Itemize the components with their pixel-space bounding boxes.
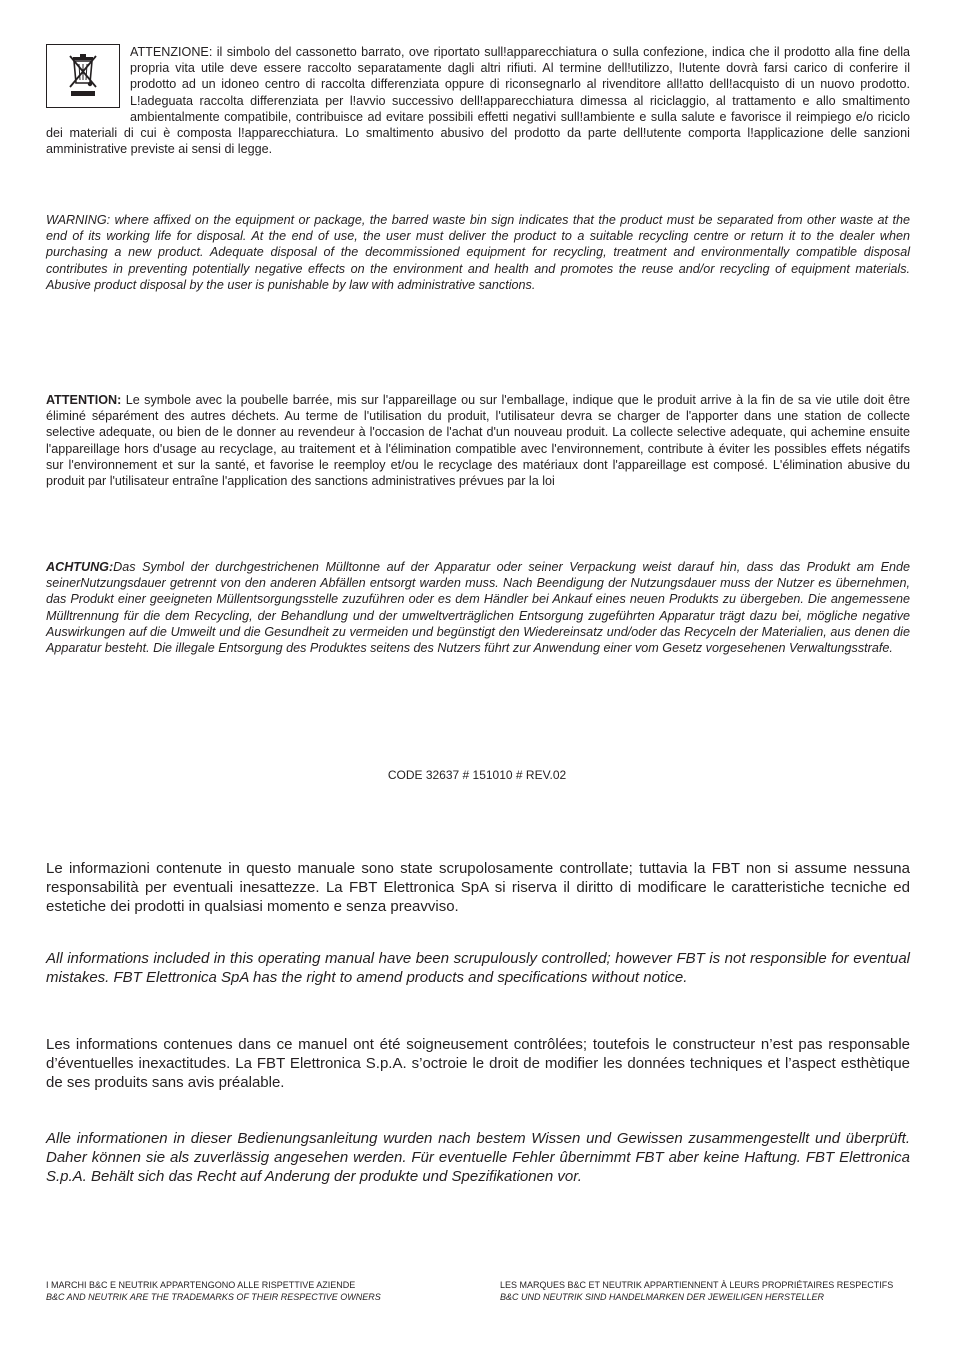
german-label: ACHTUNG: <box>46 560 114 574</box>
german-text: Das Symbol der durchgestrichenen Mülltonne auf der Apparatur oder seiner Verpackung weist darauf hin, dass das Produkt am Ende seinerNutzungsdauer getrennt von den anderen Abfällen entsorgt warden muss. Nach Beendigung der Nutzungsdauer muss der Nutzer es übernehmen, das Produkt einer geeigneten Müllentsorgungsstelle zuzuführen oder es dem Händler bei Ankauf eines neuen Produkts zu übergeben. Die angemessene Mülltrennung für die dem Recycling, der Behandlung und der umweltverträglichen Entsorgung zugeführten Apparatur trägt dazu bei, mögliche negative Auswirkungen auf die Umweilt und die Gesundheit zu vermeiden und begünstigt den Wiedereinsatz und/oder das Recyceln der Materialien, aus denen die Apparatur besteht. Die illegale Entsorgung des Produktes seitens des Nutzers führt zur Anwendung einer vom Gesetz vorgesehenen Verwaltungsstrafe. <box>46 560 910 656</box>
footer-trademarks-left <box>46 1280 381 1303</box>
french-text: Le symbole avec la poubelle barrée, mis sur l'appareillage ou sur l'emballage, indique que le produit arrive à la fin de sa vie utile doit être éliminé séparément des autres déchets. Au terme de l'utilisation du produit, l'utilisateur devra se charger de l'apporter dans une station de collecte selective adequate, ou bien de le donner au revendeur à l'occasion de l'achat d'un nouveau produit. La collecte selective adequate, qui achemine ensuite l'appareillage hors d'usage au recyclage, au traitement et à l'élimination compatible avec l'environnement, contribute à éviter les possibles effets négatifs sur l'environnement et sur la santé, et favorise le reemploy et/ou le recyclage des matériaux dont l'appareillage est composé. L'élimination abusive du produit par l'utilisateur entraîne l'application des sanctions administratives prévues par la loi <box>46 393 910 489</box>
footer-left-line1: I MARCHI B&C E NEUTRIK APPARTENGONO ALLE RISPETTIVE AZIENDE <box>46 1280 356 1290</box>
weee-notice-german <box>46 559 910 656</box>
document-code: CODE 32637 # 151010 # REV.02 <box>387 768 567 782</box>
footer-trademarks-right <box>500 1280 893 1303</box>
footer-right-line2: B&C UND NEUTRIK SIND HANDELMARKEN DER JEWEILIGEN HERSTELLER <box>500 1291 825 1302</box>
disclaimer-german: Alle informationen in dieser Bedienungsanleitung wurden nach bestem Wissen und Gewissen zusammengestellt und überprüft. Daher können sie als zuverlässig angesehen werden. Für eventuelle Fehler ûbernimmt FBT aber keine Haftung. FBT Elettronica S.p.A. Behält sich das Recht auf Anderung der produkte und Spezifikationen vor. <box>46 1130 910 1186</box>
disclaimer-english: All informations included in this operating manual have been scrupulously controlled; however FBT is not responsible for eventual mistakes. FBT Elettronica SpA has the right to amend products and specifications without notice. <box>46 950 910 987</box>
footer-left-line2: B&C AND NEUTRIK ARE THE TRADEMARKS OF THEIR RESPECTIVE OWNERS <box>46 1291 381 1302</box>
disclaimer-italian: Le informazioni contenute in questo manuale sono state scrupolosamente controllate; tuttavia la FBT non si assume nessuna responsabilità per eventuali inesattezze. La FBT Elettronica SpA si riserva il diritto di modificare le caratteristiche tecniche ed estetiche dei prodotti in qualsiasi momento e senza preavviso. <box>46 860 910 916</box>
footer-right-line1: LES MARQUES B&C ET NEUTRIK APPARTIENNENT À LEURS PROPRIÉTAIRES RESPECTIFS <box>500 1280 894 1290</box>
weee-notice-italian: ATTENZIONE: il simbolo del cassonetto barrato, ove riportato sull!apparecchiatura o sulla confezione, indica che il prodotto alla fine della propria vita utile deve essere raccolto separatamente dagli altri rifiuti. Al termine dell!utilizzo, l!utente dovrà farsi carico di conferire il prodotto ad un idoneo centro di raccolta differenziata oppure di riconsegnarlo al rivenditore all!atto dell!acquisto di un nuovo prodotto. L!adeguata raccolta differenziata per l!avvio successivo dell!apparecchiatura dimessa al riciclaggio, al trattamento e allo smaltimento ambientalmente compatibile, contribuisce ad evitare possibili effetti negativi sull!ambiente e sulla salute e favorisce il reimpiego e/o riciclo dei materiali di cui è composta l!apparecchiatura. Lo smaltimento abusivo del prodotto da parte dell!utente comporta l!applicazione delle sanzioni amministrative previste ai sensi di legge. <box>46 45 910 157</box>
french-label: ATTENTION: <box>46 393 122 407</box>
weee-notice-french <box>46 392 910 489</box>
disclaimer-french: Les informations contenues dans ce manuel ont été soigneusement contrôlées; toutefois le constructeur n’est pas responsable d’éventuelles inexactitudes. La FBT Elettronica S.p.A. s’octroie le droit de modifier les données techniques et l’aspect esthètique de ses produits sans avis préalable. <box>46 1036 910 1092</box>
weee-notice-english: WARNING: where affixed on the equipment or package, the barred waste bin sign indicates that the product must be separated from other waste at the end of its working life for disposal. At the end of use, the user must deliver the product to a suitable recycling centre or return it to the dealer when purchasing a new product. Adequate disposal of the decommissioned equipment for recycling, treatment and environmentally compatible disposal contributes in preventing potentially negative effects on the environment and health and promotes the reuse and/or recycling of equipment materials. Abusive product disposal by the user is punishable by law with administrative sanctions. <box>46 213 910 292</box>
